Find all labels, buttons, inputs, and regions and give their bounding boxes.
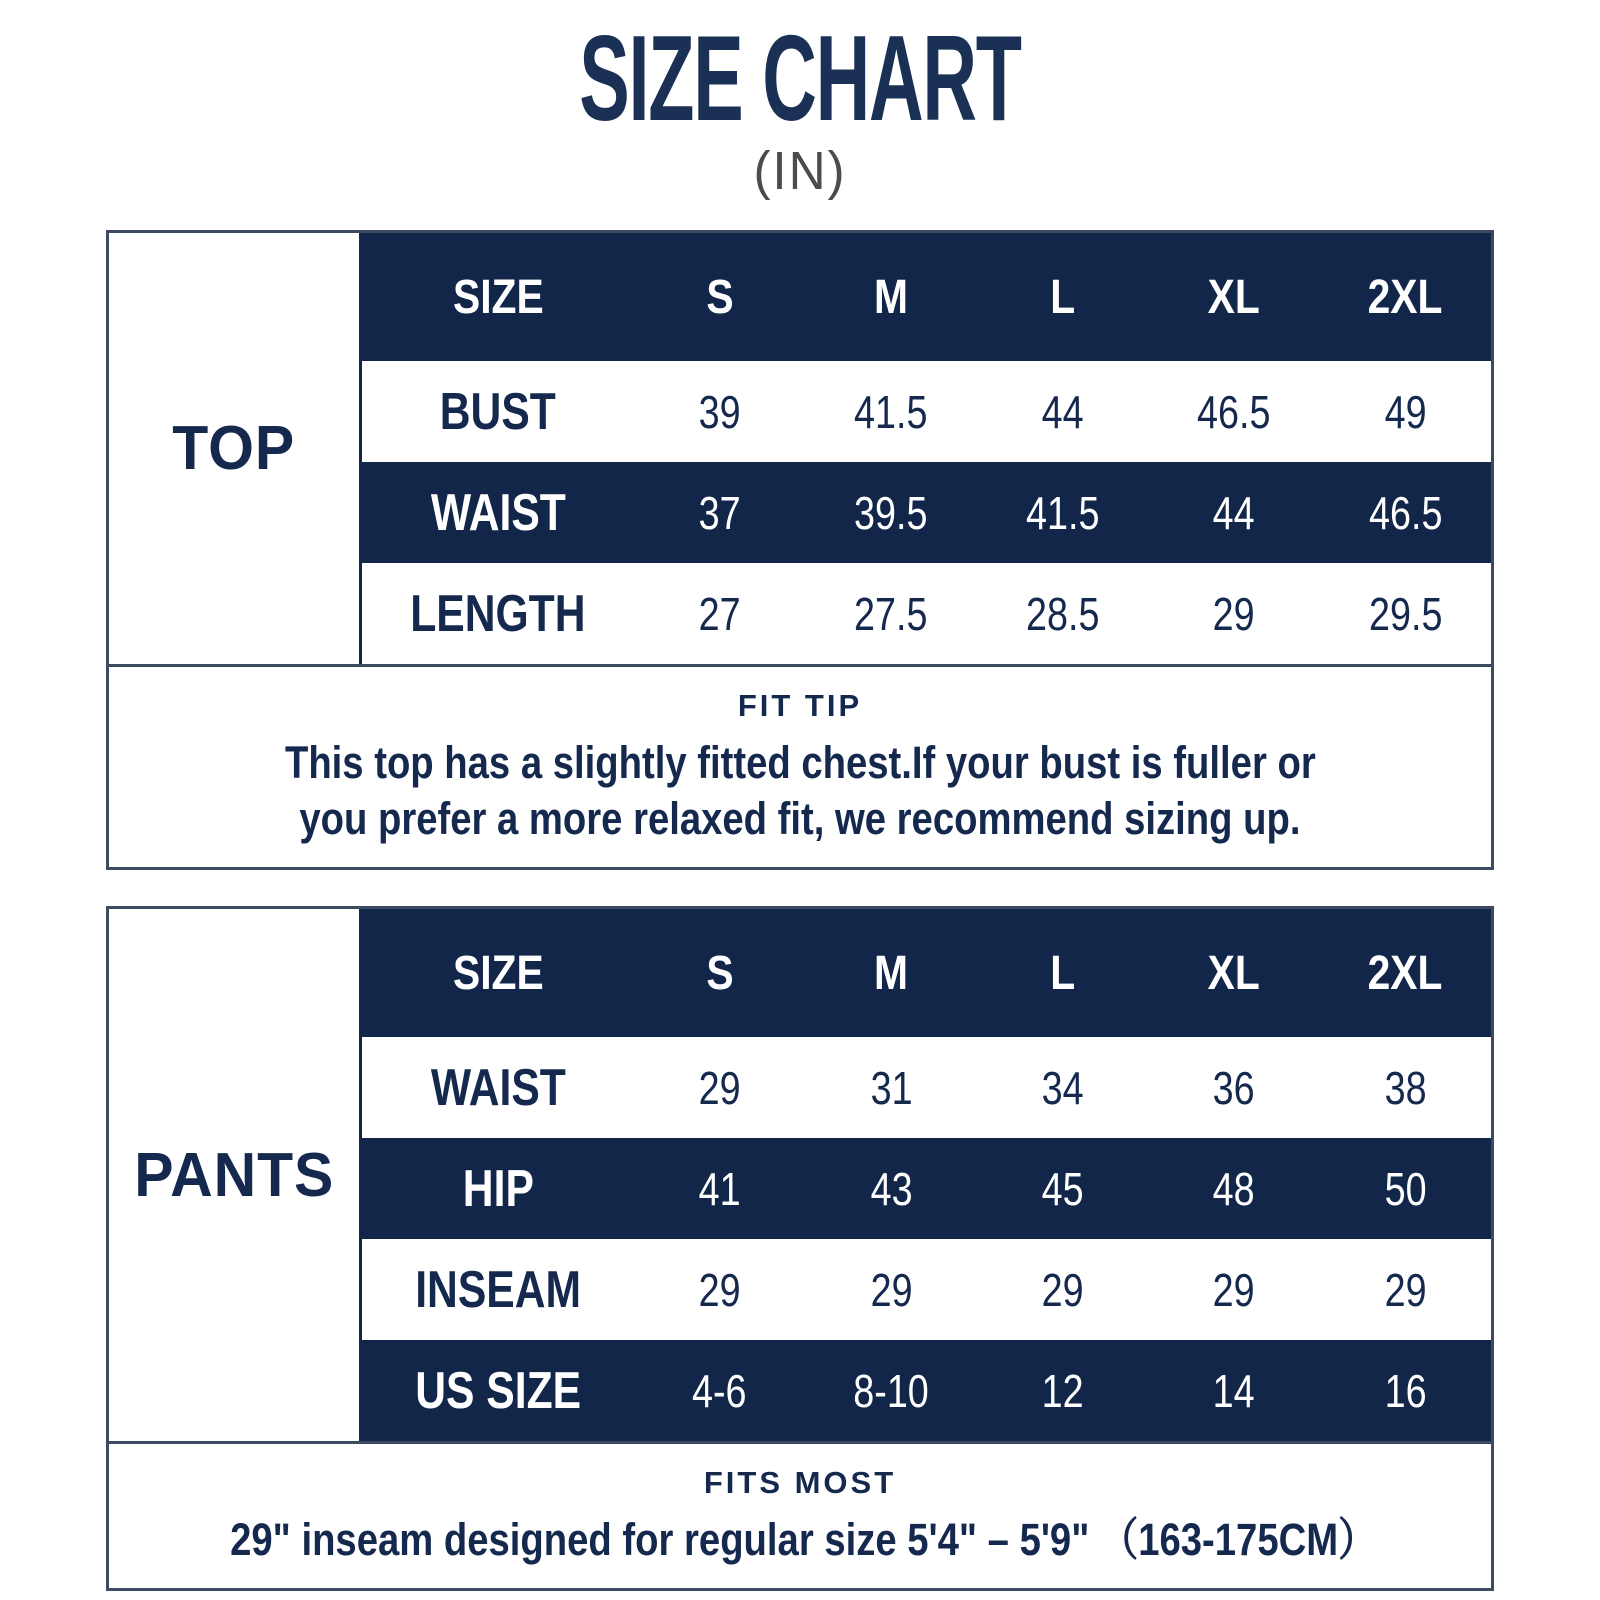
header-label-cell: SIZE [452, 946, 544, 1000]
row-label: US SIZE [415, 1361, 581, 1420]
pants-row-us-size [362, 1340, 1491, 1441]
value-cell: 50 [1384, 1162, 1427, 1215]
value-cell: 14 [1212, 1364, 1255, 1417]
header-cell-2xl: 2XL [1367, 270, 1443, 324]
header-cell-m: M [874, 946, 909, 1000]
value-cell: 29.5 [1368, 587, 1442, 640]
row-label: BUST [439, 382, 557, 441]
pants-size-table [106, 906, 1494, 1591]
unit-label [0, 140, 1600, 202]
value-cell: 27 [698, 587, 741, 640]
value-cell: 39.5 [854, 486, 928, 539]
pants-side-cell [109, 909, 362, 1441]
fits-most-heading: FITS MOST [703, 1465, 897, 1500]
value-cell: 29 [698, 1061, 741, 1114]
pants-row-inseam [362, 1239, 1491, 1340]
row-label: INSEAM [415, 1260, 581, 1319]
value-cell: 29 [698, 1263, 741, 1316]
top-grid [362, 233, 1491, 664]
header-cell-xl: XL [1207, 270, 1260, 324]
pants-row-waist [362, 1037, 1491, 1138]
row-label: WAIST [430, 1058, 566, 1117]
header-cell-m: M [874, 270, 909, 324]
value-cell: 45 [1041, 1162, 1084, 1215]
pants-grid [362, 909, 1491, 1441]
header-cell-xl: XL [1207, 946, 1260, 1000]
fit-tip-line-2: you prefer a more relaxed fit, we recommend sizing up. [299, 793, 1301, 844]
value-cell: 34 [1041, 1061, 1084, 1114]
fits-most-line-1: 29" inseam designed for regular size 5'4" – 5'9" （163-175CM） [230, 1514, 1377, 1565]
value-cell: 49 [1384, 385, 1427, 438]
value-cell: 16 [1384, 1364, 1427, 1417]
top-row-bust [362, 361, 1491, 462]
value-cell: 29 [1212, 1263, 1255, 1316]
value-cell: 44 [1212, 486, 1255, 539]
header-cell-2xl: 2XL [1367, 946, 1443, 1000]
value-cell: 43 [870, 1162, 913, 1215]
value-cell: 36 [1212, 1061, 1255, 1114]
header-label-cell: SIZE [452, 270, 544, 324]
top-row-length [362, 563, 1491, 664]
value-cell: 46.5 [1197, 385, 1271, 438]
value-cell: 37 [698, 486, 741, 539]
row-label: WAIST [430, 483, 566, 542]
chart-header [0, 0, 1600, 202]
header-cell-s: S [706, 946, 734, 1000]
value-cell: 41.5 [1025, 486, 1100, 539]
value-cell: 48 [1212, 1162, 1255, 1215]
top-side-cell [109, 233, 362, 664]
top-rows-region [109, 233, 1491, 664]
value-cell: 29 [1212, 587, 1255, 640]
pants-side-label: PANTS [133, 1140, 335, 1210]
value-cell: 41.5 [854, 385, 928, 438]
header-cell-l: L [1050, 946, 1075, 1000]
value-cell: 29 [870, 1263, 913, 1316]
value-cell: 39 [698, 385, 741, 438]
value-cell: 12 [1041, 1364, 1084, 1417]
value-cell: 46.5 [1368, 486, 1442, 539]
row-label: HIP [462, 1159, 534, 1218]
value-cell: 27.5 [854, 587, 928, 640]
header-cell-l: L [1050, 270, 1075, 324]
value-cell: 41 [698, 1162, 741, 1215]
value-cell: 38 [1384, 1061, 1427, 1114]
value-cell: 28.5 [1025, 587, 1100, 640]
value-cell: 44 [1041, 385, 1084, 438]
value-cell: 29 [1384, 1263, 1427, 1316]
fit-tip-note [109, 664, 1491, 867]
header-cell-s: S [706, 270, 734, 324]
fit-tip-heading: FIT TIP [737, 688, 863, 723]
value-cell: 29 [1041, 1263, 1084, 1316]
pants-rows-region [109, 909, 1491, 1441]
fits-most-note [109, 1441, 1491, 1588]
top-header-row [362, 233, 1491, 361]
unit-label-text: (IN) [753, 141, 847, 201]
value-cell: 4-6 [692, 1364, 747, 1417]
pants-row-hip [362, 1138, 1491, 1239]
value-cell: 8-10 [853, 1364, 929, 1417]
page-title-text: SIZE CHART [579, 10, 1021, 146]
top-side-label: TOP [172, 414, 296, 483]
value-cell: 31 [870, 1061, 913, 1114]
row-label: LENGTH [410, 584, 586, 643]
top-row-waist [362, 462, 1491, 563]
page-title [0, 10, 1600, 146]
top-size-table [106, 230, 1494, 870]
pants-header-row [362, 909, 1491, 1037]
fit-tip-line-1: This top has a slightly fitted chest.If your bust is fuller or [284, 737, 1316, 788]
